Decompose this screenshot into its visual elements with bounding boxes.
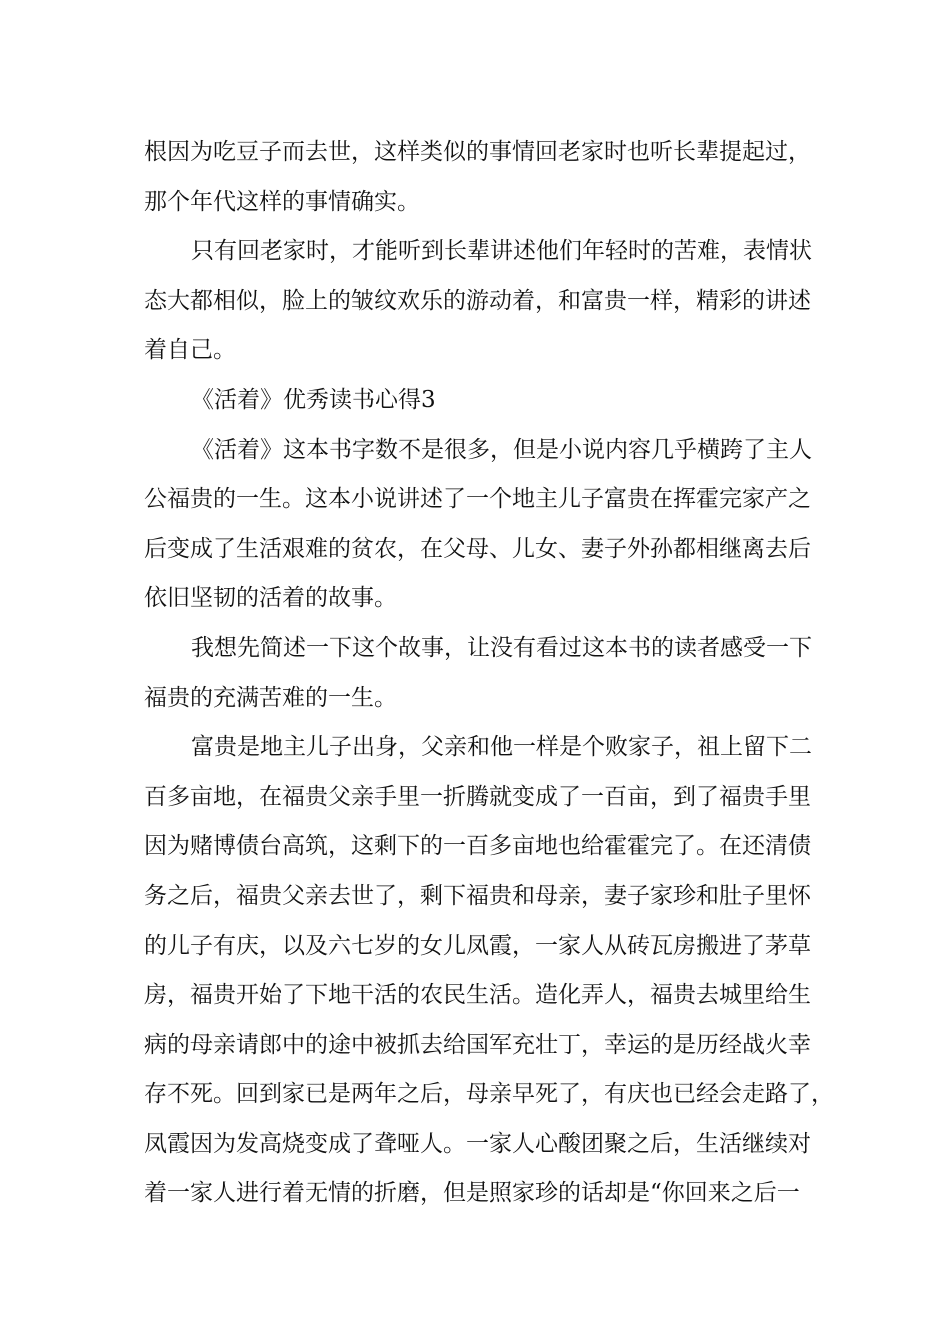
text-line: 存不死。回到家已是两年之后，母亲早死了，有庆也已经会走路了，	[144, 1081, 834, 1108]
text-line: 根因为吃豆子而去世，这样类似的事情回老家时也听长辈提起过，	[144, 139, 811, 165]
text-line: 只有回老家时，才能听到长辈讲述他们年轻时的苦难，表情状	[191, 238, 812, 265]
text-line: 后变成了生活艰难的贫农，在父母、儿女、妻子外孙都相继离去后	[144, 535, 811, 562]
text-line: 公福贵的一生。这本小说讲述了一个地主儿子富贵在挥霍完家产之	[144, 486, 811, 513]
text-line: 态大都相似，脸上的皱纹欢乐的游动着，和富贵一样，精彩的讲述	[144, 287, 811, 314]
text-line: 务之后，福贵父亲去世了，剩下福贵和母亲，妻子家珍和肚子里怀	[144, 882, 811, 909]
text-line: 病的母亲请郎中的途中被抓去给国军充壮丁，幸运的是历经战火幸	[144, 1031, 811, 1058]
text-line: 因为赌博债台高筑，这剩下的一百多亩地也给霍霍完了。在还清债	[144, 833, 811, 860]
text-line: 富贵是地主儿子出身，父亲和他一样是个败家子，祖上留下二	[191, 734, 812, 761]
text-line: 我想先简述一下这个故事，让没有看过这本书的读者感受一下	[191, 634, 812, 661]
text-line: 着一家人进行着无情的折磨，但是照家珍的话却是“你回来之后一	[144, 1180, 800, 1207]
text-line: 《活着》优秀读书心得3	[191, 386, 436, 413]
text-line: 着自己。	[144, 337, 236, 364]
text-line: 凤霞因为发高烧变成了聋哑人。一家人心酸团聚之后，生活继续对	[144, 1130, 811, 1157]
text-line: 依旧坚韧的活着的故事。	[144, 585, 397, 612]
text-line: 百多亩地，在福贵父亲手里一折腾就变成了一百亩，到了福贵手里	[144, 783, 811, 810]
body-text	[144, 128, 834, 1219]
text-line: 《活着》这本书字数不是很多，但是小说内容几乎横跨了主人	[191, 436, 812, 463]
text-line: 的儿子有庆，以及六七岁的女儿凤霞，一家人从砖瓦房搬进了茅草	[144, 932, 811, 959]
text-line: 那个年代这样的事情确实。	[144, 188, 420, 215]
text-line: 福贵的充满苦难的一生。	[144, 684, 397, 711]
text-line: 房，福贵开始了下地干活的农民生活。造化弄人，福贵去城里给生	[144, 982, 811, 1009]
